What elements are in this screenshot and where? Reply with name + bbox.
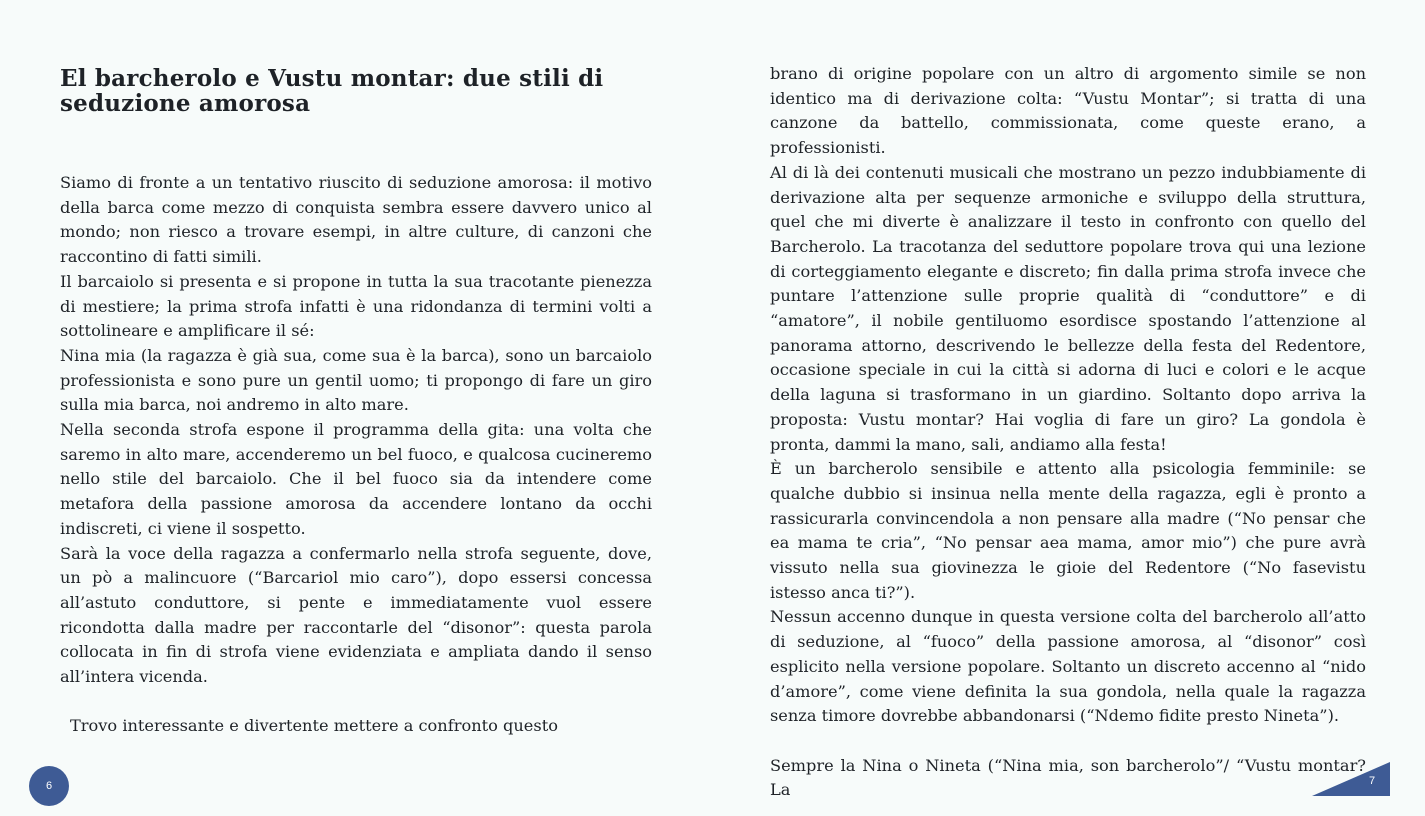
page-number: 7 <box>1368 775 1376 787</box>
paragraph: Nessun accenno dunque in questa versione colta del barcherolo all’atto di seduzione, al “fuoco” della passione amorosa, al “disonor” così esplicito nella versione popolare. Soltanto un discreto accenno al “nido d’amore”, come viene definita la sua gondola, nella quale la ragazza senza timore dovrebbe abbandonarsi (“Ndemo fidite presto Nineta”). <box>770 607 1366 726</box>
right-page <box>712 0 1425 816</box>
paragraph: Sarà la voce della ragazza a confermarlo nella strofa seguente, dove, un pò a malincuore (“Barcariol mio caro”), dopo essersi concessa all’astuto conduttore, si pente e immediatamente vuol essere ricondotta dalla madre per raccontarle del “disonor”: questa parola collocata in fin di strofa viene evidenziata e ampliata dando il senso all’intera vicenda. <box>60 543 652 687</box>
paragraph: brano di origine popolare con un altro di argomento simile se non identico ma di derivazione colta: “Vustu Montar”; si tratta di una canzone da battello, commissionata, come queste erano, a professionisti. <box>770 64 1366 158</box>
paragraph: Nella seconda strofa espone il programma della gita: una volta che saremo in alto mare, accenderemo un bel fuoco, e qualcosa cucineremo nello stile del barcaiolo. Che il bel fuoco sia da intendere come metafora della passione amorosa da accendere lontano da occhi indiscreti, ci viene il sospetto. <box>60 420 652 538</box>
left-page <box>0 0 712 816</box>
paragraph: Trovo interessante e divertente mettere a confronto questo <box>70 716 558 736</box>
paragraph: Il barcaiolo si presenta e si propone in tutta la sua tracotante pienezza di mestiere; la prima strofa infatti è una ridondanza di termini volti a sottolineare e amplificare il sé: <box>60 271 652 341</box>
paragraph: Siamo di fronte a un tentativo riuscito di seduzione amorosa: il motivo della barca come mezzo di conquista sembra essere davvero unico al mondo; non riesco a trovare esempi, in altre culture, di canzoni che raccontino di fatti simili. <box>60 173 652 267</box>
page-number: 6 <box>45 780 53 792</box>
paragraph: Nina mia (la ragazza è già sua, come sua è la barca), sono un barcaiolo professionista e sono pure un gentil uomo; ti propongo di fare un giro sulla mia barca, noi andremo in alto mare. <box>60 345 652 415</box>
paragraph: Sempre la Nina o Nineta (“Nina mia, son barcherolo”/ “Vustu montar? La <box>770 755 1366 800</box>
paragraph: È un barcherolo sensibile e attento alla psicologia femminile: se qualche dubbio si insinua nella mente della ragazza, egli è pronto a rassicurarla convincendola a non pensare alla madre (“No pensar che ea mama te cria”, “No pensar aea mama, amor mio”) che pure avrà vissuto nella sua giovinezza le gioie del Redentore (“No fasevistu istesso anca ti?”). <box>770 459 1366 602</box>
left-text-column <box>60 171 652 739</box>
paragraph: Al di là dei contenuti musicali che mostrano un pezzo indubbiamente di derivazione alta per sequenze armoniche e sviluppo della struttura, quel che mi diverte è analizzare il testo in confronto con quello del Barcherolo. La tracotanza del seduttore popolare trova qui una lezione di corteggiamento elegante e discreto; fin dalla prima strofa invece che puntare l’attenzione sulle proprie qualità di “conduttore” e di “amatore”, il nobile gentiluomo esordisce spostando l’attenzione al panorama attorno, descrivendo le bellezze della festa del Redentore, occasione speciale in cui la città si adorna di luci e colori e le acque della laguna si trasformano in un giardino. Soltanto dopo arriva la proposta: Vustu montar? Hai voglia di fare un giro? La gondola è pronta, dammi la mano, sali, andiamo alla festa! <box>770 162 1366 454</box>
page-number-badge <box>29 766 69 806</box>
article-title: El barcherolo e Vustu montar: due stili di seduzione amorosa <box>60 65 604 117</box>
right-text-column <box>770 62 1366 803</box>
